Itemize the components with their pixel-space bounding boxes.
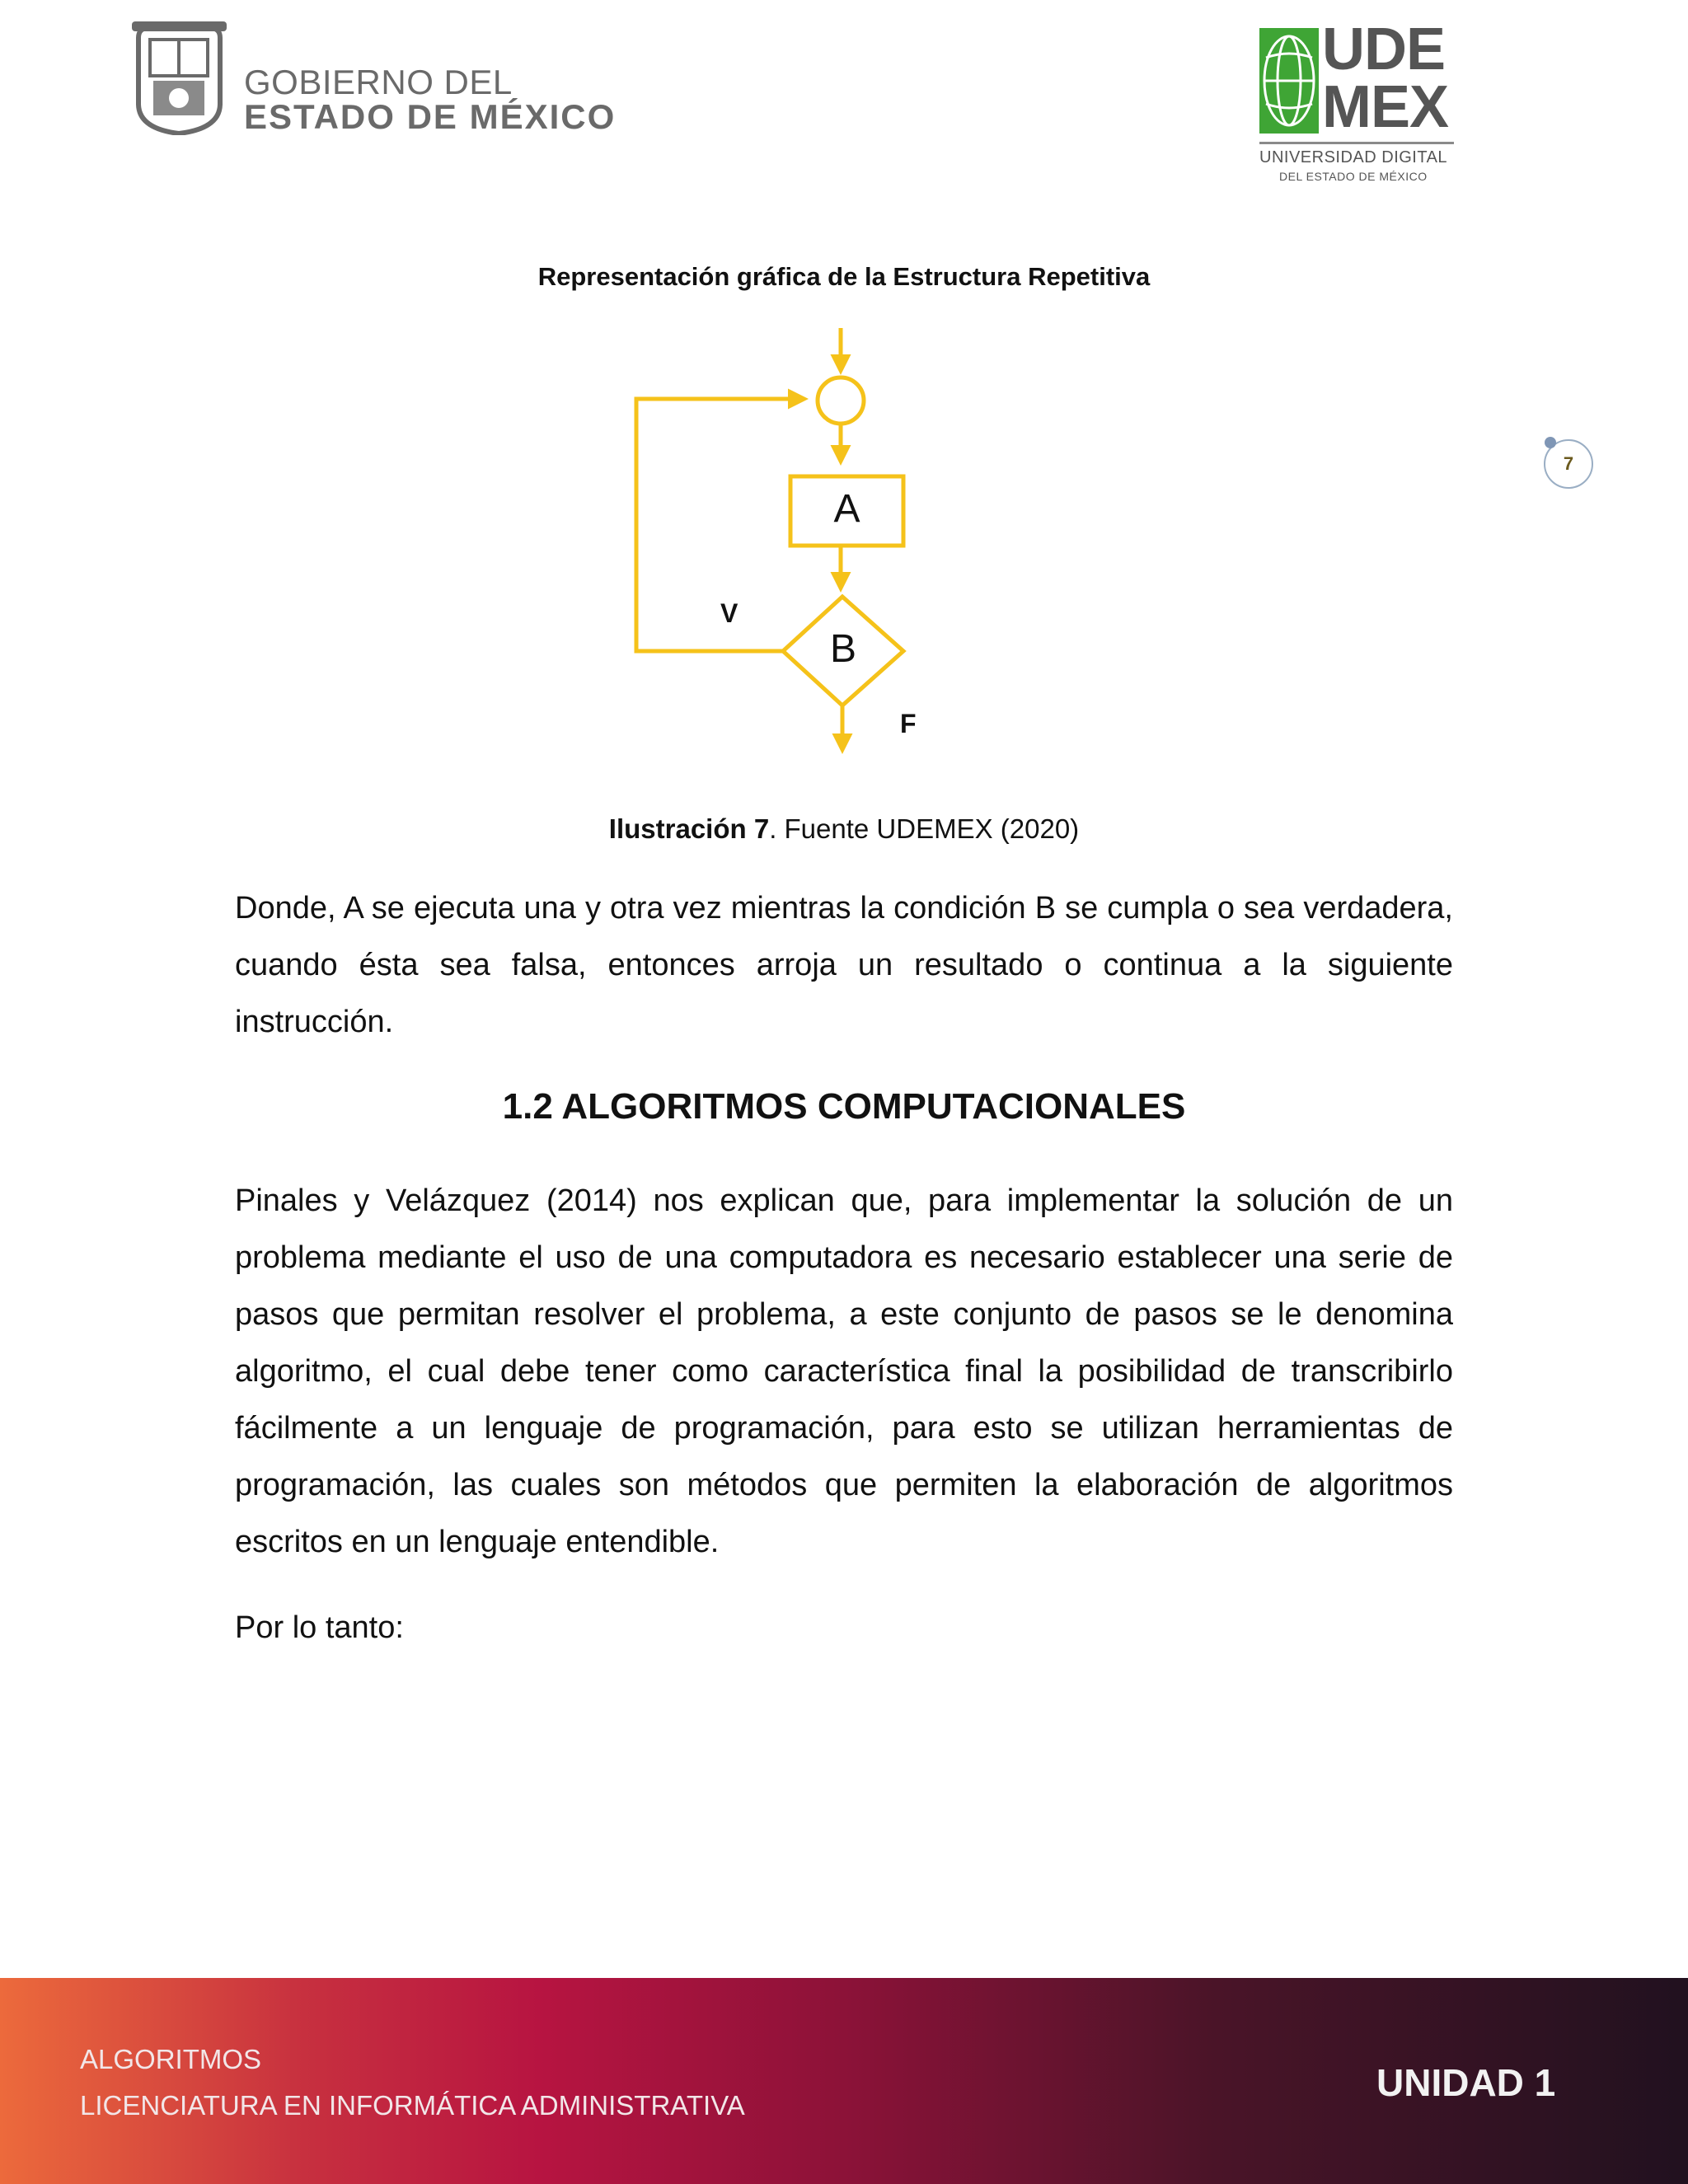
udemex-wordmark-bottom: MEX bbox=[1322, 74, 1449, 140]
false-label: F bbox=[900, 709, 917, 738]
footer-program: LICENCIATURA EN INFORMÁTICA ADMINISTRATIVA bbox=[80, 2090, 745, 2121]
udemex-subtitle-2: DEL ESTADO DE MÉXICO bbox=[1279, 170, 1428, 183]
gobierno-line1: GOBIERNO DEL bbox=[244, 63, 513, 101]
udemex-divider bbox=[1259, 142, 1454, 144]
caption-label: Ilustración 7 bbox=[608, 813, 770, 844]
udemex-wordmark-top: UDE bbox=[1322, 16, 1446, 82]
footer-course: ALGORITMOS bbox=[80, 2044, 262, 2074]
caption-source: . Fuente UDEMEX (2020) bbox=[769, 813, 1080, 844]
paragraph-algorithms: Pinales y Velázquez (2014) nos explican que, para implementar la solución de un problema mediante el uso de una computadora es necesario establecer una serie de pasos que permitan resolver el problema, a este conjunto de pasos se le denomina algoritmo, el cual debe tener como característica final la posibilidad de transcribirlo fácilmente a un lenguaje de programación, para esto se utilizan herramientas de programación, las cuales son métodos que permiten la elaboración de algoritmos escritos en un lenguaje entendible. bbox=[235, 1183, 1453, 1559]
figure-title: Representación gráfica de la Estructura Repetitiva bbox=[537, 262, 1151, 291]
footer-banner bbox=[0, 1978, 1688, 2184]
flowchart bbox=[610, 321, 940, 758]
coat-of-arms-icon bbox=[132, 21, 227, 135]
page-badge-dot bbox=[1545, 437, 1556, 448]
page-number-badge: 7 bbox=[1544, 439, 1593, 489]
true-label: V bbox=[720, 598, 738, 628]
footer-unit: UNIDAD 1 bbox=[1376, 2061, 1556, 2104]
gobierno-line2: ESTADO DE MÉXICO bbox=[244, 97, 617, 136]
globe-icon bbox=[1259, 25, 1319, 137]
paragraph-explanation: Donde, A se ejecuta una y otra vez mientras la condición B se cumpla o sea verdadera, cuando ésta sea falsa, entonces arroja un resultado o continua a la siguiente instrucción. bbox=[235, 891, 1453, 1039]
gobierno-logo bbox=[132, 21, 617, 137]
udemex-subtitle: UNIVERSIDAD DIGITAL bbox=[1259, 148, 1448, 166]
flowchart-svg bbox=[610, 321, 940, 758]
process-a-label: A bbox=[833, 487, 860, 531]
figure-caption bbox=[0, 813, 1688, 845]
section-heading: 1.2 ALGORITMOS COMPUTACIONALES bbox=[502, 1086, 1186, 1127]
udemex-logo bbox=[1259, 16, 1457, 190]
paragraph-conclusion: Por lo tanto: bbox=[235, 1610, 404, 1645]
connector-node bbox=[818, 377, 864, 424]
decision-b-label: B bbox=[829, 627, 856, 671]
